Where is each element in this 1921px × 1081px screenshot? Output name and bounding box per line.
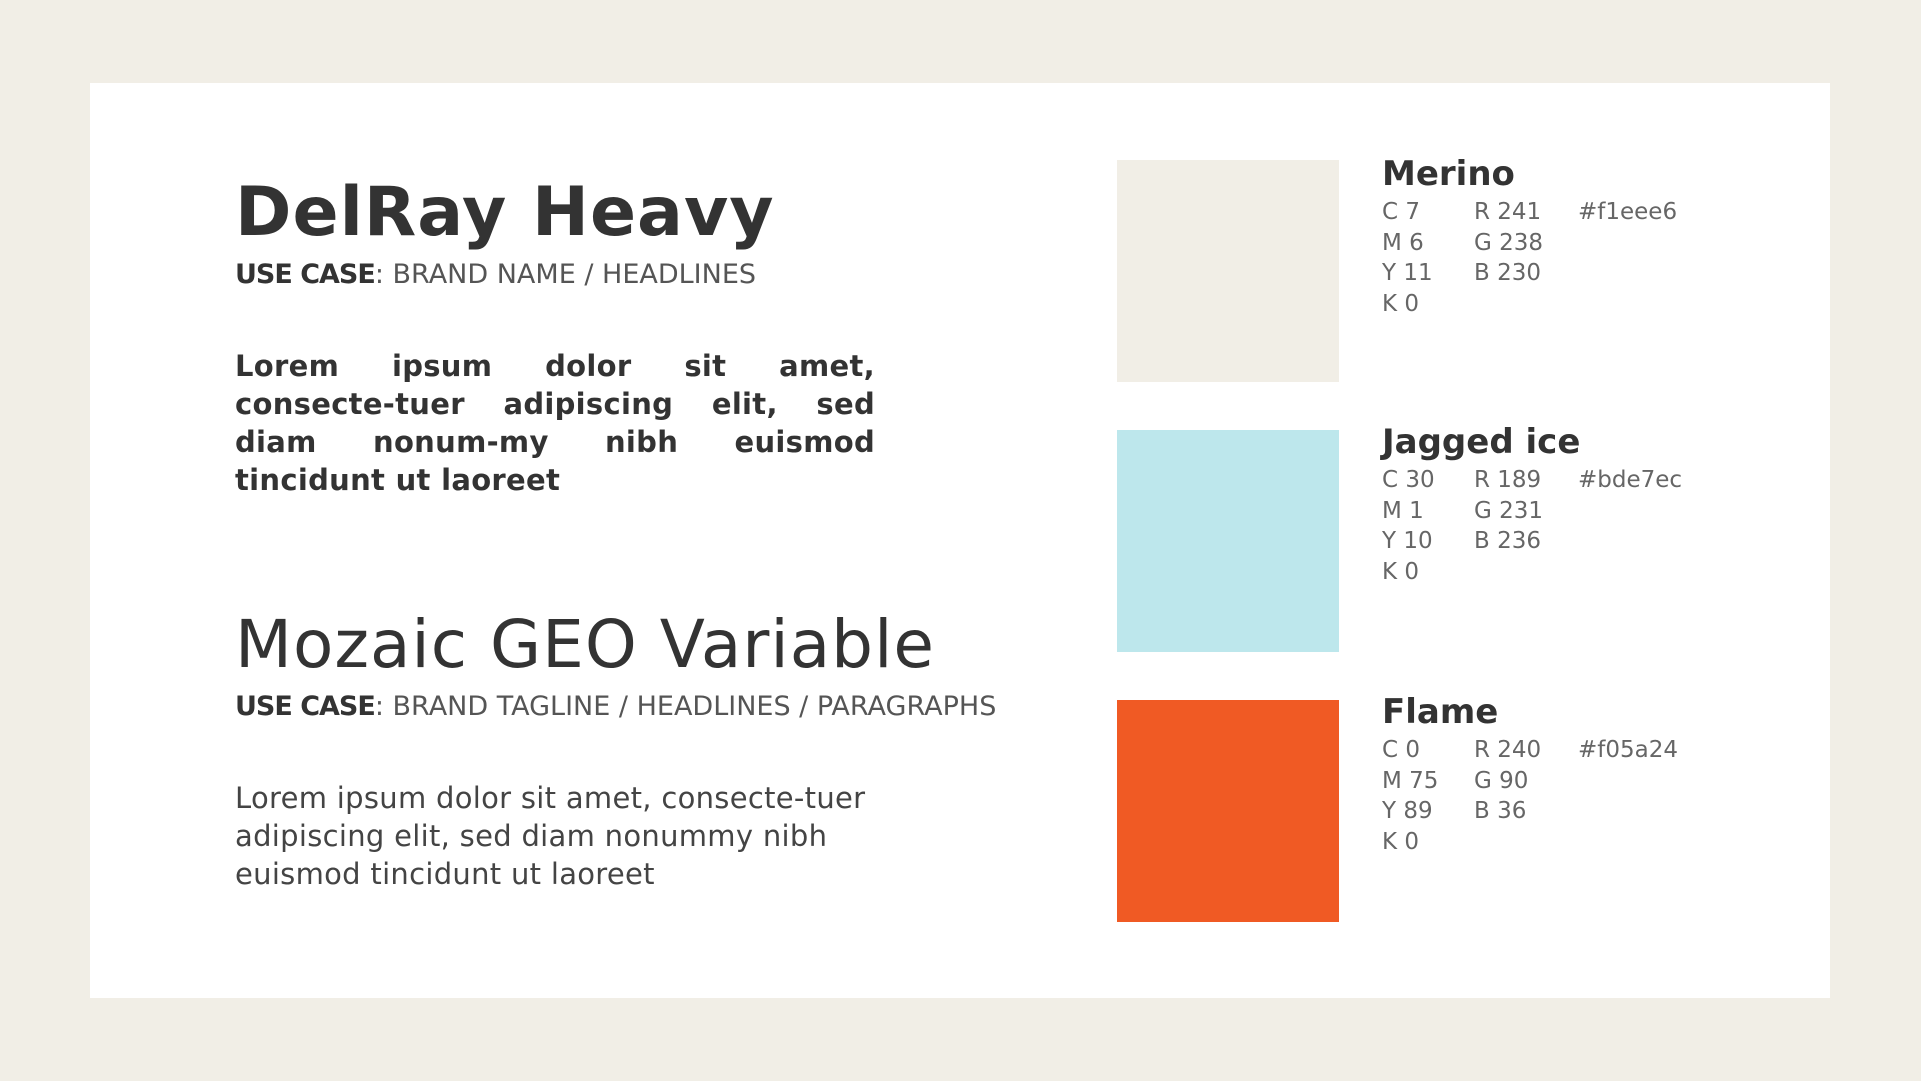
color-info-flame bbox=[1382, 691, 1708, 857]
use-case-label: USE CASE bbox=[235, 691, 375, 722]
color-codes bbox=[1382, 197, 1708, 319]
key-value: K 0 bbox=[1382, 290, 1420, 317]
key-value: K 0 bbox=[1382, 558, 1420, 585]
yellow-value: Y 10 bbox=[1382, 528, 1433, 554]
color-info-jagged-ice bbox=[1382, 421, 1708, 587]
color-name: Flame bbox=[1382, 692, 1499, 732]
rgb-values bbox=[1474, 465, 1578, 587]
cmyk-values bbox=[1382, 197, 1474, 319]
use-case-text: : BRAND NAME / HEADLINES bbox=[374, 259, 757, 290]
cmyk-values bbox=[1382, 735, 1474, 857]
green-value: G 238 bbox=[1474, 229, 1544, 256]
green-value: G 231 bbox=[1474, 497, 1544, 524]
blue-value: B 36 bbox=[1474, 798, 1527, 824]
color-swatch-jagged-ice bbox=[1117, 430, 1339, 652]
color-swatch-merino bbox=[1117, 160, 1339, 382]
blue-value: B 230 bbox=[1474, 260, 1541, 286]
cyan-value: C 30 bbox=[1382, 467, 1435, 493]
cyan-value: C 7 bbox=[1382, 199, 1421, 225]
font-name-delray: DelRay Heavy bbox=[235, 173, 775, 252]
color-name: Merino bbox=[1382, 154, 1515, 194]
rgb-values bbox=[1474, 735, 1578, 857]
magenta-value: M 1 bbox=[1382, 497, 1424, 524]
sample-text-delray: Lorem ipsum dolor sit amet, consecte-tuer adipiscing elit, sed diam nonum-my nibh euismod tincidunt ut laoreet bbox=[235, 349, 875, 497]
red-value: R 240 bbox=[1474, 737, 1542, 763]
font-block-mozaic bbox=[235, 603, 996, 893]
hex-value: #f1eee6 bbox=[1578, 199, 1678, 225]
rgb-values bbox=[1474, 197, 1578, 319]
green-value: G 90 bbox=[1474, 767, 1529, 794]
brand-guide-card bbox=[90, 83, 1830, 998]
magenta-value: M 6 bbox=[1382, 229, 1424, 256]
key-value: K 0 bbox=[1382, 828, 1420, 855]
magenta-value: M 75 bbox=[1382, 767, 1439, 794]
use-case-text: : BRAND TAGLINE / HEADLINES / PARAGRAPHS bbox=[374, 691, 997, 722]
font-block-delray bbox=[235, 171, 875, 499]
hex-value: #f05a24 bbox=[1578, 737, 1678, 763]
hex-value: #bde7ec bbox=[1578, 467, 1683, 493]
yellow-value: Y 11 bbox=[1382, 260, 1433, 286]
red-value: R 189 bbox=[1474, 467, 1542, 493]
blue-value: B 236 bbox=[1474, 528, 1541, 554]
font-name-mozaic: Mozaic GEO Variable bbox=[235, 606, 936, 683]
use-case-label: USE CASE bbox=[235, 259, 375, 290]
red-value: R 241 bbox=[1474, 199, 1542, 225]
color-codes bbox=[1382, 465, 1708, 587]
use-case-delray bbox=[235, 257, 875, 293]
color-codes bbox=[1382, 735, 1708, 857]
use-case-mozaic bbox=[235, 689, 996, 725]
color-swatch-flame bbox=[1117, 700, 1339, 922]
color-info-merino bbox=[1382, 153, 1708, 319]
yellow-value: Y 89 bbox=[1382, 798, 1433, 824]
cmyk-values bbox=[1382, 465, 1474, 587]
sample-text-mozaic: Lorem ipsum dolor sit amet, consecte-tuer adipiscing elit, sed diam nonummy nibh euismod tincidunt ut laoreet bbox=[235, 781, 866, 891]
cyan-value: C 0 bbox=[1382, 737, 1421, 763]
color-name: Jagged ice bbox=[1382, 422, 1581, 462]
